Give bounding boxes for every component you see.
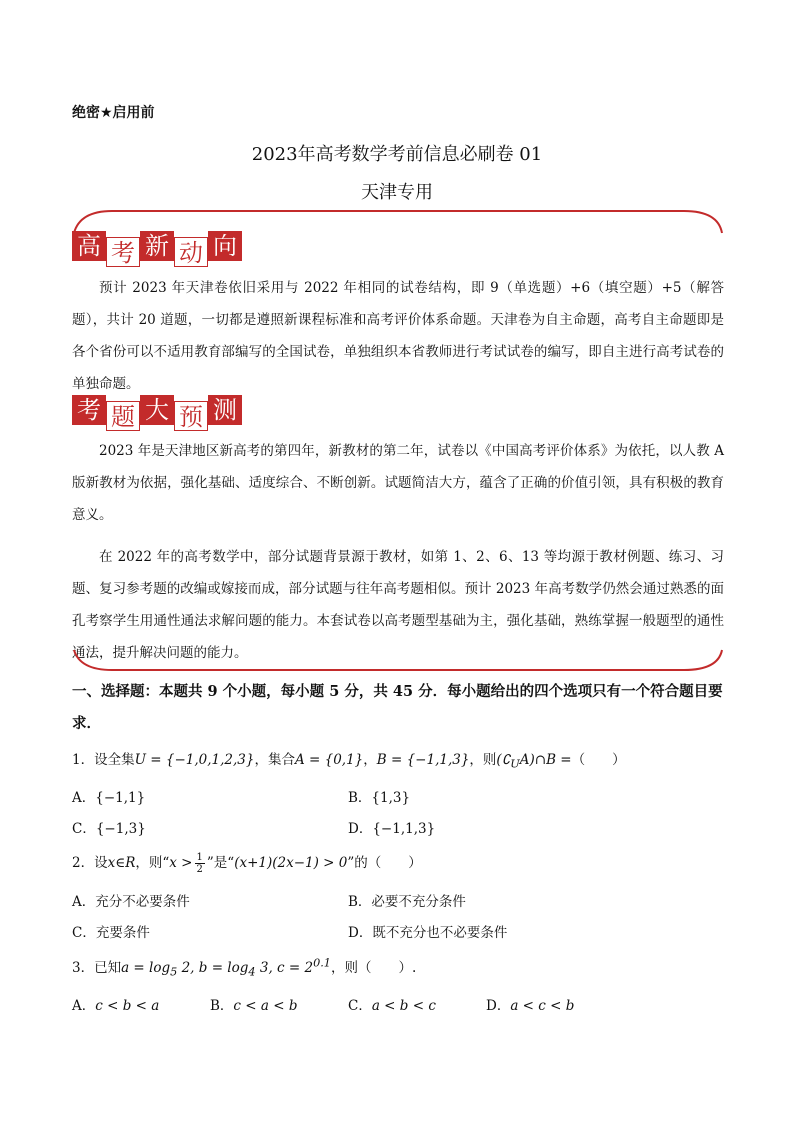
q2-option-c[interactable]	[72, 921, 150, 941]
badge-char: 新	[140, 231, 174, 261]
q2-option-a[interactable]	[72, 890, 190, 910]
q2-text: ”的（ ）	[347, 855, 422, 871]
q1-text: ，则	[469, 752, 497, 768]
badge-char: 题	[106, 401, 140, 431]
q3-expr-part: a = log	[121, 960, 171, 976]
q2-option-b[interactable]	[348, 890, 466, 910]
section-heading: 一、选择题：本题共 9 个小题，每小题 5 分，共 45 分．每小题给出的四个选项只有一个符合题目要求．	[72, 683, 723, 732]
badge-char: 大	[140, 395, 174, 425]
option-label: B．	[348, 894, 372, 910]
q1-option-b[interactable]	[348, 786, 410, 806]
q3-option-b[interactable]	[210, 994, 297, 1014]
q1-option-a[interactable]	[72, 786, 145, 806]
trend-text: 预计 2023 年天津卷依旧采用与 2022 年相同的试卷结构，即 9（单选题）+6（填空题）+5（解答题），共计 20 道题，一切都是遵照新课程标准和高考评价体系命题。天津卷为自主命题，高考自主命题即是各个省份可以不适用教育部编写的全国试卷，单独组织本省教师进行考试试卷的编写，即自主进行高考试卷的单独命题。	[72, 280, 724, 392]
option-label: C．	[72, 821, 96, 837]
badge-char: 预	[174, 401, 208, 431]
option-label: D．	[486, 998, 511, 1014]
q2-text: ”是“	[206, 855, 235, 871]
prediction-paragraph-1	[72, 435, 724, 531]
q3-expr-sub: 5	[170, 965, 178, 979]
option-label: A．	[72, 998, 96, 1014]
badge-char: 动	[174, 237, 208, 267]
option-text: a < b < c	[371, 998, 436, 1014]
option-text: {−1,1,3}	[372, 821, 436, 837]
gaokao-trend-badge	[72, 233, 242, 267]
q3-text: 3．已知	[72, 960, 122, 976]
q2-inequality: x >	[169, 855, 193, 871]
q2-expression: (x+1)(2x−1) > 0	[234, 855, 348, 871]
option-label: D．	[348, 821, 373, 837]
option-text: 充分不必要条件	[95, 894, 190, 910]
q1-text: 1．设全集	[72, 752, 135, 768]
option-text: {−1,3}	[95, 821, 146, 837]
option-text: 既不充分也不必要条件	[372, 925, 508, 941]
option-text: a < c < b	[510, 998, 575, 1014]
option-label: C．	[348, 998, 372, 1014]
q2-condition: x∈R	[107, 855, 136, 871]
question-1-stem	[72, 748, 626, 771]
option-text: {−1,1}	[95, 790, 146, 806]
fraction-numerator: 1	[196, 852, 203, 863]
q1-set-b: B = {−1,1,3}	[376, 752, 470, 768]
option-text: {1,3}	[371, 790, 411, 806]
q2-fraction	[195, 852, 205, 875]
badge-char: 测	[208, 395, 242, 425]
option-label: A．	[72, 790, 96, 806]
q1-option-d[interactable]	[348, 817, 435, 837]
option-text: c < b < a	[95, 998, 160, 1014]
trend-paragraph	[72, 272, 724, 400]
badge-char: 考	[72, 395, 106, 425]
option-text: c < a < b	[233, 998, 298, 1014]
q3-expr-part: 2, b = log	[177, 960, 249, 976]
option-label: B．	[210, 998, 234, 1014]
q3-text: ，则（ ）.	[330, 960, 417, 976]
q1-set-a: A = {0,1}	[294, 752, 364, 768]
option-label: C．	[72, 925, 96, 941]
q1-universal-set: U = {−1,0,1,2,3}	[134, 752, 255, 768]
prediction-text-2: 在 2022 年的高考数学中，部分试题背景源于教材，如第 1、2、6、13 等均源于教材例题、练习、习题、复习参考题的改编或嫁接而成，部分试题与往年高考题相似。预计 2023 年高考数学仍然会通过熟悉的面孔考察学生用通性通法求解问题的能力。本套试卷以高考题型基础为主，强化基础，熟练掌握一般题型的通性通法，提升解决问题的能力。	[72, 549, 724, 661]
q3-option-d[interactable]	[486, 994, 574, 1014]
fraction-denominator: 2	[196, 864, 203, 875]
q1-expression	[496, 752, 572, 771]
question-2-stem	[72, 848, 422, 878]
exam-subtitle: 天津专用	[361, 182, 433, 203]
q1-option-c[interactable]	[72, 817, 146, 837]
option-label: D．	[348, 925, 373, 941]
q3-expr-sup: 0.1	[313, 956, 331, 970]
exam-prediction-badge	[72, 397, 242, 431]
q3-option-a[interactable]	[72, 994, 159, 1014]
bottom-decorative-arc	[72, 648, 724, 676]
q3-expr-part: 3, c = 2	[255, 960, 314, 976]
q1-text: ，集合	[254, 752, 295, 768]
badge-char: 向	[208, 231, 242, 261]
option-text: 必要不充分条件	[371, 894, 466, 910]
badge-char: 考	[106, 237, 140, 267]
option-label: A．	[72, 894, 96, 910]
q1-answer-paren: （ ）	[571, 752, 626, 768]
q2-option-d[interactable]	[348, 921, 507, 941]
option-label: B．	[348, 790, 372, 806]
exam-title: 2023年高考数学考前信息必刷卷 01	[251, 144, 543, 165]
q2-text: 2．设	[72, 855, 108, 871]
q2-text: ，则“	[135, 855, 170, 871]
q1-expr-part: (∁	[496, 752, 511, 768]
q1-expr-sub: U	[510, 757, 520, 771]
q3-expr-sub: 4	[248, 965, 256, 979]
q1-expr-part: A)∩B =	[519, 752, 572, 768]
option-text: 充要条件	[95, 925, 150, 941]
prediction-text-1: 2023 年是天津地区新高考的第四年，新教材的第二年，试卷以《中国高考评价体系》为依托，以人教 A 版新教材为依据，强化基础、适度综合、不断创新。试题简洁大方，蕴含了正确的价值引领，具有积极的教育意义。	[72, 443, 724, 523]
question-3-stem	[72, 956, 416, 979]
confidential-label: 绝密★启用前	[72, 105, 155, 121]
q3-expression	[121, 956, 331, 979]
q1-text: ，	[363, 752, 377, 768]
badge-char: 高	[72, 231, 106, 261]
q3-option-c[interactable]	[348, 994, 436, 1014]
